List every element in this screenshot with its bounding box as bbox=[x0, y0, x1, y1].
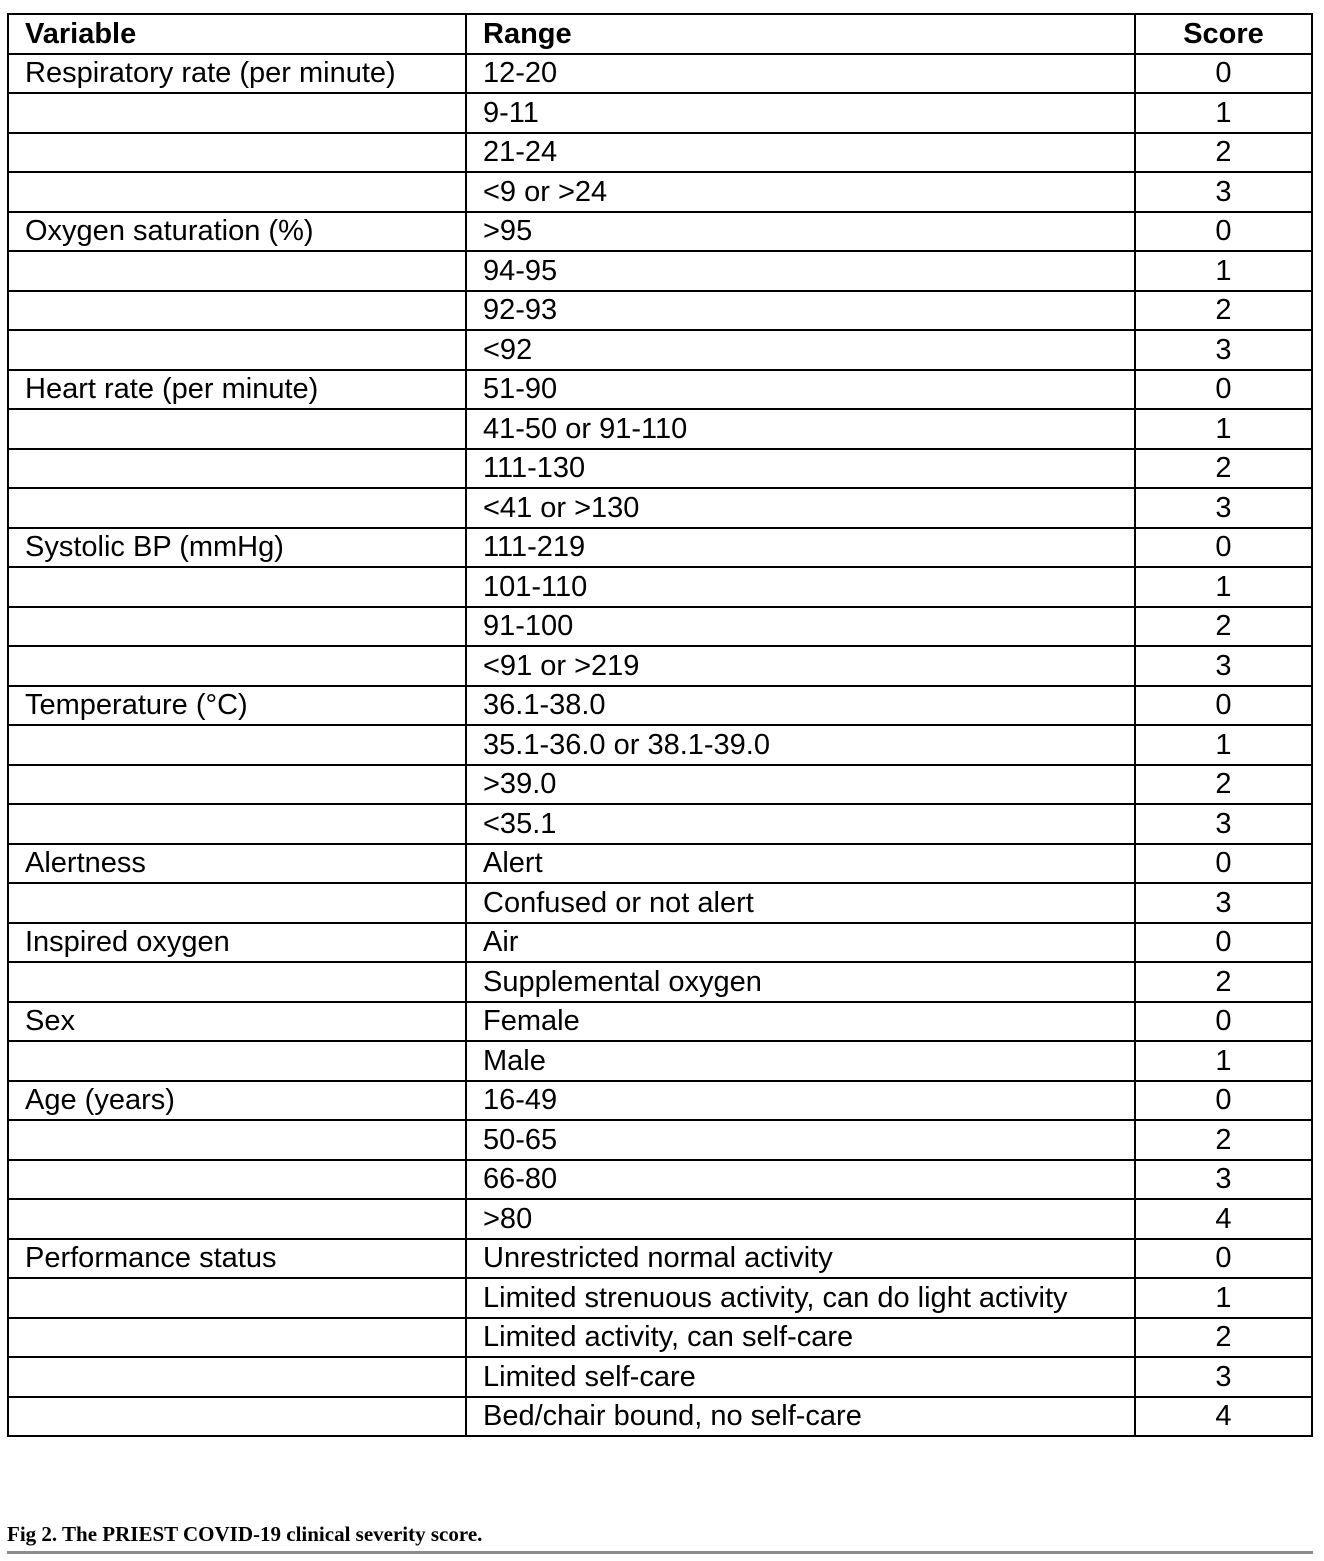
score-cell: 1 bbox=[1135, 409, 1312, 449]
range-cell: 16-49 bbox=[466, 1081, 1135, 1121]
caption-divider bbox=[7, 1551, 1313, 1554]
variable-cell bbox=[8, 1160, 466, 1200]
table-row bbox=[8, 883, 1312, 923]
figure-caption: Fig 2. The PRIEST COVID-19 clinical severity score. bbox=[7, 1522, 483, 1546]
variable-cell bbox=[8, 93, 466, 133]
score-cell: 2 bbox=[1135, 1120, 1312, 1160]
table-row bbox=[8, 291, 1312, 331]
score-cell: 0 bbox=[1135, 844, 1312, 884]
variable-cell bbox=[8, 409, 466, 449]
score-cell: 1 bbox=[1135, 93, 1312, 133]
variable-cell: Performance status bbox=[8, 1239, 466, 1279]
table-row bbox=[8, 1160, 1312, 1200]
range-cell: Alert bbox=[466, 844, 1135, 884]
range-cell: Female bbox=[466, 1002, 1135, 1042]
table-row bbox=[8, 528, 1312, 568]
table-row bbox=[8, 844, 1312, 884]
table-row bbox=[8, 607, 1312, 647]
variable-cell bbox=[8, 488, 466, 528]
score-cell: 1 bbox=[1135, 1278, 1312, 1318]
range-cell: Air bbox=[466, 923, 1135, 963]
variable-cell: Systolic BP (mmHg) bbox=[8, 528, 466, 568]
score-cell: 3 bbox=[1135, 883, 1312, 923]
score-cell: 2 bbox=[1135, 133, 1312, 173]
score-cell: 0 bbox=[1135, 528, 1312, 568]
variable-cell bbox=[8, 883, 466, 923]
variable-cell bbox=[8, 1120, 466, 1160]
score-cell: 3 bbox=[1135, 172, 1312, 212]
variable-cell bbox=[8, 646, 466, 686]
table-body bbox=[8, 54, 1312, 1437]
range-cell: 35.1-36.0 or 38.1-39.0 bbox=[466, 725, 1135, 765]
range-cell: Limited self-care bbox=[466, 1357, 1135, 1397]
range-cell: 50-65 bbox=[466, 1120, 1135, 1160]
score-cell: 0 bbox=[1135, 923, 1312, 963]
table-row bbox=[8, 54, 1312, 94]
table-row bbox=[8, 212, 1312, 252]
variable-cell bbox=[8, 172, 466, 212]
table-row bbox=[8, 1397, 1312, 1437]
score-cell: 1 bbox=[1135, 567, 1312, 607]
header-variable: Variable bbox=[8, 14, 466, 54]
score-cell: 2 bbox=[1135, 962, 1312, 1002]
range-cell: 41-50 or 91-110 bbox=[466, 409, 1135, 449]
range-cell: 92-93 bbox=[466, 291, 1135, 331]
range-cell: 101-110 bbox=[466, 567, 1135, 607]
table-header-row bbox=[8, 14, 1312, 54]
table-row bbox=[8, 370, 1312, 410]
table-row bbox=[8, 93, 1312, 133]
score-cell: 3 bbox=[1135, 488, 1312, 528]
variable-cell bbox=[8, 765, 466, 805]
variable-cell bbox=[8, 1278, 466, 1318]
score-cell: 0 bbox=[1135, 1239, 1312, 1279]
variable-cell bbox=[8, 1357, 466, 1397]
variable-cell bbox=[8, 449, 466, 489]
table-row bbox=[8, 133, 1312, 173]
score-cell: 0 bbox=[1135, 1081, 1312, 1121]
score-cell: 2 bbox=[1135, 607, 1312, 647]
range-cell: Limited strenuous activity, can do light activity bbox=[466, 1278, 1135, 1318]
variable-cell: Oxygen saturation (%) bbox=[8, 212, 466, 252]
score-cell: 3 bbox=[1135, 1357, 1312, 1397]
variable-cell bbox=[8, 291, 466, 331]
range-cell: Supplemental oxygen bbox=[466, 962, 1135, 1002]
range-cell: 94-95 bbox=[466, 251, 1135, 291]
table-row bbox=[8, 172, 1312, 212]
variable-cell: Age (years) bbox=[8, 1081, 466, 1121]
variable-cell bbox=[8, 607, 466, 647]
table-row bbox=[8, 1357, 1312, 1397]
range-cell: >80 bbox=[466, 1199, 1135, 1239]
table-row bbox=[8, 1120, 1312, 1160]
range-cell: <9 or >24 bbox=[466, 172, 1135, 212]
variable-cell bbox=[8, 1318, 466, 1358]
range-cell: 12-20 bbox=[466, 54, 1135, 94]
score-cell: 2 bbox=[1135, 449, 1312, 489]
score-cell: 0 bbox=[1135, 370, 1312, 410]
variable-cell bbox=[8, 1397, 466, 1437]
score-cell: 3 bbox=[1135, 1160, 1312, 1200]
table-row bbox=[8, 449, 1312, 489]
variable-cell bbox=[8, 1199, 466, 1239]
score-cell: 1 bbox=[1135, 251, 1312, 291]
range-cell: 9-11 bbox=[466, 93, 1135, 133]
variable-cell bbox=[8, 725, 466, 765]
score-cell: 3 bbox=[1135, 646, 1312, 686]
range-cell: 36.1-38.0 bbox=[466, 686, 1135, 726]
score-cell: 2 bbox=[1135, 291, 1312, 331]
score-cell: 0 bbox=[1135, 54, 1312, 94]
score-cell: 2 bbox=[1135, 765, 1312, 805]
table-row bbox=[8, 409, 1312, 449]
score-cell: 3 bbox=[1135, 804, 1312, 844]
table-row bbox=[8, 488, 1312, 528]
variable-cell: Respiratory rate (per minute) bbox=[8, 54, 466, 94]
variable-cell: Inspired oxygen bbox=[8, 923, 466, 963]
table-row bbox=[8, 1199, 1312, 1239]
range-cell: <92 bbox=[466, 330, 1135, 370]
range-cell: Confused or not alert bbox=[466, 883, 1135, 923]
range-cell: Male bbox=[466, 1041, 1135, 1081]
range-cell: <41 or >130 bbox=[466, 488, 1135, 528]
range-cell: Bed/chair bound, no self-care bbox=[466, 1397, 1135, 1437]
table-row bbox=[8, 923, 1312, 963]
table-row bbox=[8, 1041, 1312, 1081]
score-cell: 1 bbox=[1135, 1041, 1312, 1081]
score-cell: 0 bbox=[1135, 212, 1312, 252]
range-cell: <91 or >219 bbox=[466, 646, 1135, 686]
table-row bbox=[8, 765, 1312, 805]
score-cell: 4 bbox=[1135, 1199, 1312, 1239]
variable-cell bbox=[8, 567, 466, 607]
range-cell: Unrestricted normal activity bbox=[466, 1239, 1135, 1279]
table-row bbox=[8, 646, 1312, 686]
variable-cell: Temperature (°C) bbox=[8, 686, 466, 726]
variable-cell bbox=[8, 1041, 466, 1081]
table-row bbox=[8, 804, 1312, 844]
range-cell: >39.0 bbox=[466, 765, 1135, 805]
score-cell: 3 bbox=[1135, 330, 1312, 370]
score-cell: 4 bbox=[1135, 1397, 1312, 1437]
table-row bbox=[8, 1002, 1312, 1042]
table-row bbox=[8, 725, 1312, 765]
variable-cell: Sex bbox=[8, 1002, 466, 1042]
table-row bbox=[8, 1081, 1312, 1121]
variable-cell bbox=[8, 804, 466, 844]
range-cell: 111-219 bbox=[466, 528, 1135, 568]
range-cell: Limited activity, can self-care bbox=[466, 1318, 1135, 1358]
header-range: Range bbox=[466, 14, 1135, 54]
severity-score-table bbox=[7, 13, 1313, 1437]
variable-cell bbox=[8, 962, 466, 1002]
range-cell: <35.1 bbox=[466, 804, 1135, 844]
table-row bbox=[8, 1318, 1312, 1358]
variable-cell: Alertness bbox=[8, 844, 466, 884]
table-row bbox=[8, 330, 1312, 370]
variable-cell: Heart rate (per minute) bbox=[8, 370, 466, 410]
table-row bbox=[8, 1278, 1312, 1318]
table-row bbox=[8, 686, 1312, 726]
score-cell: 2 bbox=[1135, 1318, 1312, 1358]
variable-cell bbox=[8, 251, 466, 291]
table-row bbox=[8, 251, 1312, 291]
range-cell: 111-130 bbox=[466, 449, 1135, 489]
range-cell: 66-80 bbox=[466, 1160, 1135, 1200]
table-row bbox=[8, 1239, 1312, 1279]
header-score: Score bbox=[1135, 14, 1312, 54]
table-row bbox=[8, 567, 1312, 607]
score-cell: 1 bbox=[1135, 725, 1312, 765]
variable-cell bbox=[8, 133, 466, 173]
range-cell: 91-100 bbox=[466, 607, 1135, 647]
range-cell: 21-24 bbox=[466, 133, 1135, 173]
range-cell: >95 bbox=[466, 212, 1135, 252]
table-row bbox=[8, 962, 1312, 1002]
score-cell: 0 bbox=[1135, 686, 1312, 726]
variable-cell bbox=[8, 330, 466, 370]
score-cell: 0 bbox=[1135, 1002, 1312, 1042]
range-cell: 51-90 bbox=[466, 370, 1135, 410]
